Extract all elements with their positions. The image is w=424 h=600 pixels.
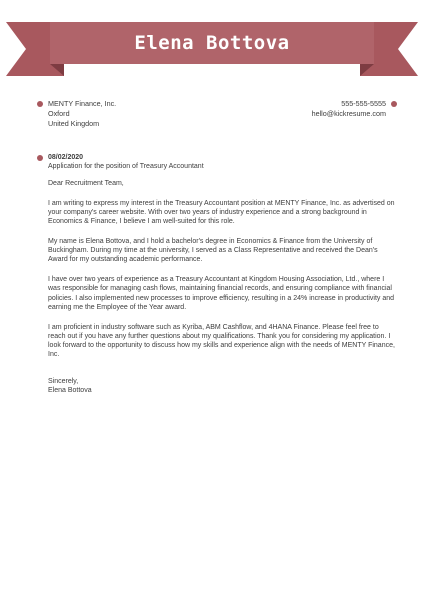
recipient-country: United Kingdom	[48, 119, 100, 128]
letter-paragraph: I have over two years of experience as a Treasury Accountant at Kingdom Housing Association, Ltd., where I was responsible for managing cash flows, maintaining financial records, and ensuring compliance with financial policies. I also implemented new processes to improve efficiency, resulting in a 24% increase in productivity and earning me the Employee of the Year award.	[48, 276, 395, 311]
letter-greeting: Dear Recruitment Team,	[48, 180, 124, 187]
contact-bullet-icon	[391, 101, 397, 107]
letter-paragraph: I am writing to express my interest in the Treasury Accountant position at MENTY Finance, Inc. as advertised on your company's career website. With over two years of industry experience and a strong background in Economics & Finance, I believe I am well-suited for this role.	[48, 199, 395, 226]
recipient-address	[48, 99, 116, 129]
recipient-bullet-icon	[37, 101, 43, 107]
letter-subject: Application for the position of Treasury Accountant	[48, 163, 204, 170]
contact-phone: 555-555-5555	[341, 99, 386, 108]
letter-signoff	[48, 377, 92, 396]
contact-email: hello@kickresume.com	[311, 109, 386, 118]
letter-paragraph: I am proficient in industry software such as Kyriba, ABM Cashflow, and 4HANA Finance. Please feel free to reach out if you have any further questions about my qualifications. Thank you for considering my application. I look forward to the opportunity to discuss how my skills and experience align with the needs of MENTY Finance, Inc.	[48, 323, 395, 359]
letter-date: 08/02/2020	[48, 154, 84, 161]
name-banner	[0, 0, 424, 80]
sender-contact	[312, 99, 386, 119]
date-bullet-icon	[37, 155, 43, 161]
recipient-company: MENTY Finance, Inc.	[48, 99, 117, 108]
letter-paragraph: My name is Elena Bottova, and I hold a bachelor's degree in Economics & Finance from the University of Buckingham. During my time at the university, I served as a Class Representative and received the Dean's Award for my outstanding academic performance.	[48, 238, 378, 264]
applicant-name: Elena Bottova	[134, 32, 290, 54]
letter-closing: Sincerely,	[48, 378, 79, 385]
letter-body	[48, 179, 396, 370]
recipient-city: Oxford	[48, 109, 70, 118]
letter-signature: Elena Bottova	[48, 387, 92, 395]
